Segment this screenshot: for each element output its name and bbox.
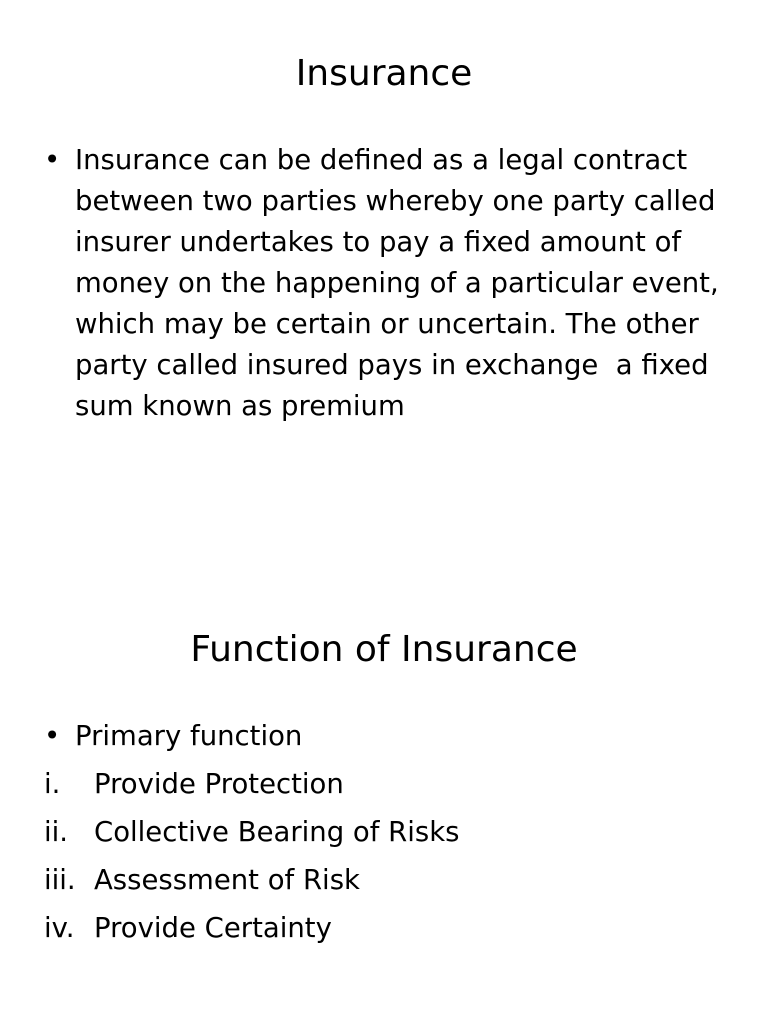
list-number: iii. — [44, 864, 76, 896]
primary-function-item — [44, 712, 734, 760]
slide-function-of-insurance — [0, 512, 768, 1024]
slide-title: Insurance — [295, 53, 473, 94]
function-label: Collective Bearing of Risks — [94, 816, 460, 848]
list-number: iv. — [44, 912, 75, 944]
definition-list — [44, 140, 734, 427]
definition-line: between two parties whereby one party called — [75, 185, 716, 217]
definition-line: which may be certain or uncertain. The other — [75, 308, 699, 340]
list-number: ii. — [44, 816, 69, 848]
definition-bullet — [44, 140, 734, 427]
function-item — [44, 856, 734, 904]
primary-function-label: Primary function — [75, 720, 303, 752]
definition-line: sum known as premium — [75, 390, 405, 422]
definition-line: Insurance can be defined as a legal contract — [75, 144, 688, 176]
function-label: Provide Certainty — [94, 912, 332, 944]
function-label: Assessment of Risk — [94, 864, 360, 896]
function-list — [44, 712, 734, 952]
list-number: i. — [44, 768, 61, 800]
function-item — [44, 904, 734, 952]
function-label: Provide Protection — [94, 768, 344, 800]
bullet-dot-icon: • — [44, 720, 61, 752]
definition-line: party called insured pays in exchange a fixed — [75, 349, 709, 381]
slide-title: Function of Insurance — [190, 629, 578, 670]
function-item — [44, 808, 734, 856]
definition-line: money on the happening of a particular event, — [75, 267, 719, 299]
definition-line: insurer undertakes to pay a fixed amount of — [75, 226, 682, 258]
bullet-dot-icon: • — [44, 144, 61, 176]
function-item — [44, 760, 734, 808]
